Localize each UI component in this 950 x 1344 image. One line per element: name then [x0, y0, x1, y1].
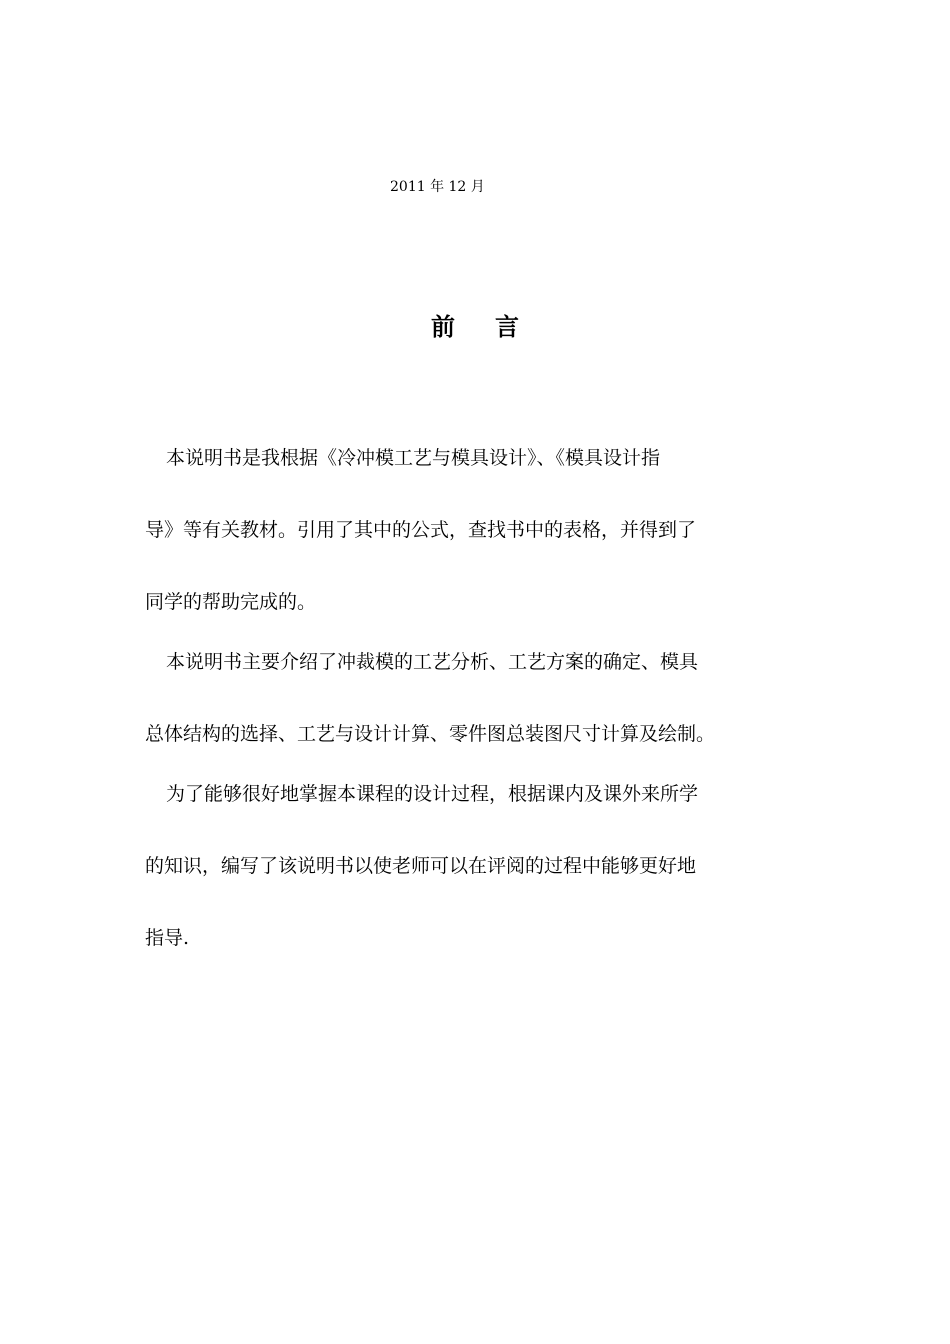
- paragraph-line: 的知识，编写了该说明书以使老师可以在评阅的过程中能够更好地: [145, 855, 697, 877]
- paragraph-line: 为了能够很好地掌握本课程的设计过程，根据课内及课外来所学: [166, 783, 699, 805]
- preface-paragraph-2: [145, 626, 805, 770]
- preface-body: [145, 422, 805, 974]
- cover-date: 2011 年 12 月: [390, 179, 485, 195]
- paragraph-line: 指导.: [145, 927, 190, 949]
- preface-paragraph-1: [145, 422, 805, 638]
- paragraph-line: 同学的帮助完成的。: [145, 591, 317, 613]
- paragraph-line: 本说明书主要介绍了冲裁模的工艺分析、工艺方案的确定、模具: [166, 651, 699, 673]
- paragraph-line: 导》等有关教材。引用了其中的公式，查找书中的表格，并得到了: [145, 519, 697, 541]
- preface-paragraph-3: [145, 758, 805, 974]
- paragraph-line: 本说明书是我根据《冷冲模工艺与模具设计》、《模具设计指: [166, 447, 661, 469]
- preface-title: 前言: [431, 313, 559, 341]
- paragraph-line: 总体结构的选择、工艺与设计计算、零件图总装图尺寸计算及绘制。: [145, 723, 716, 745]
